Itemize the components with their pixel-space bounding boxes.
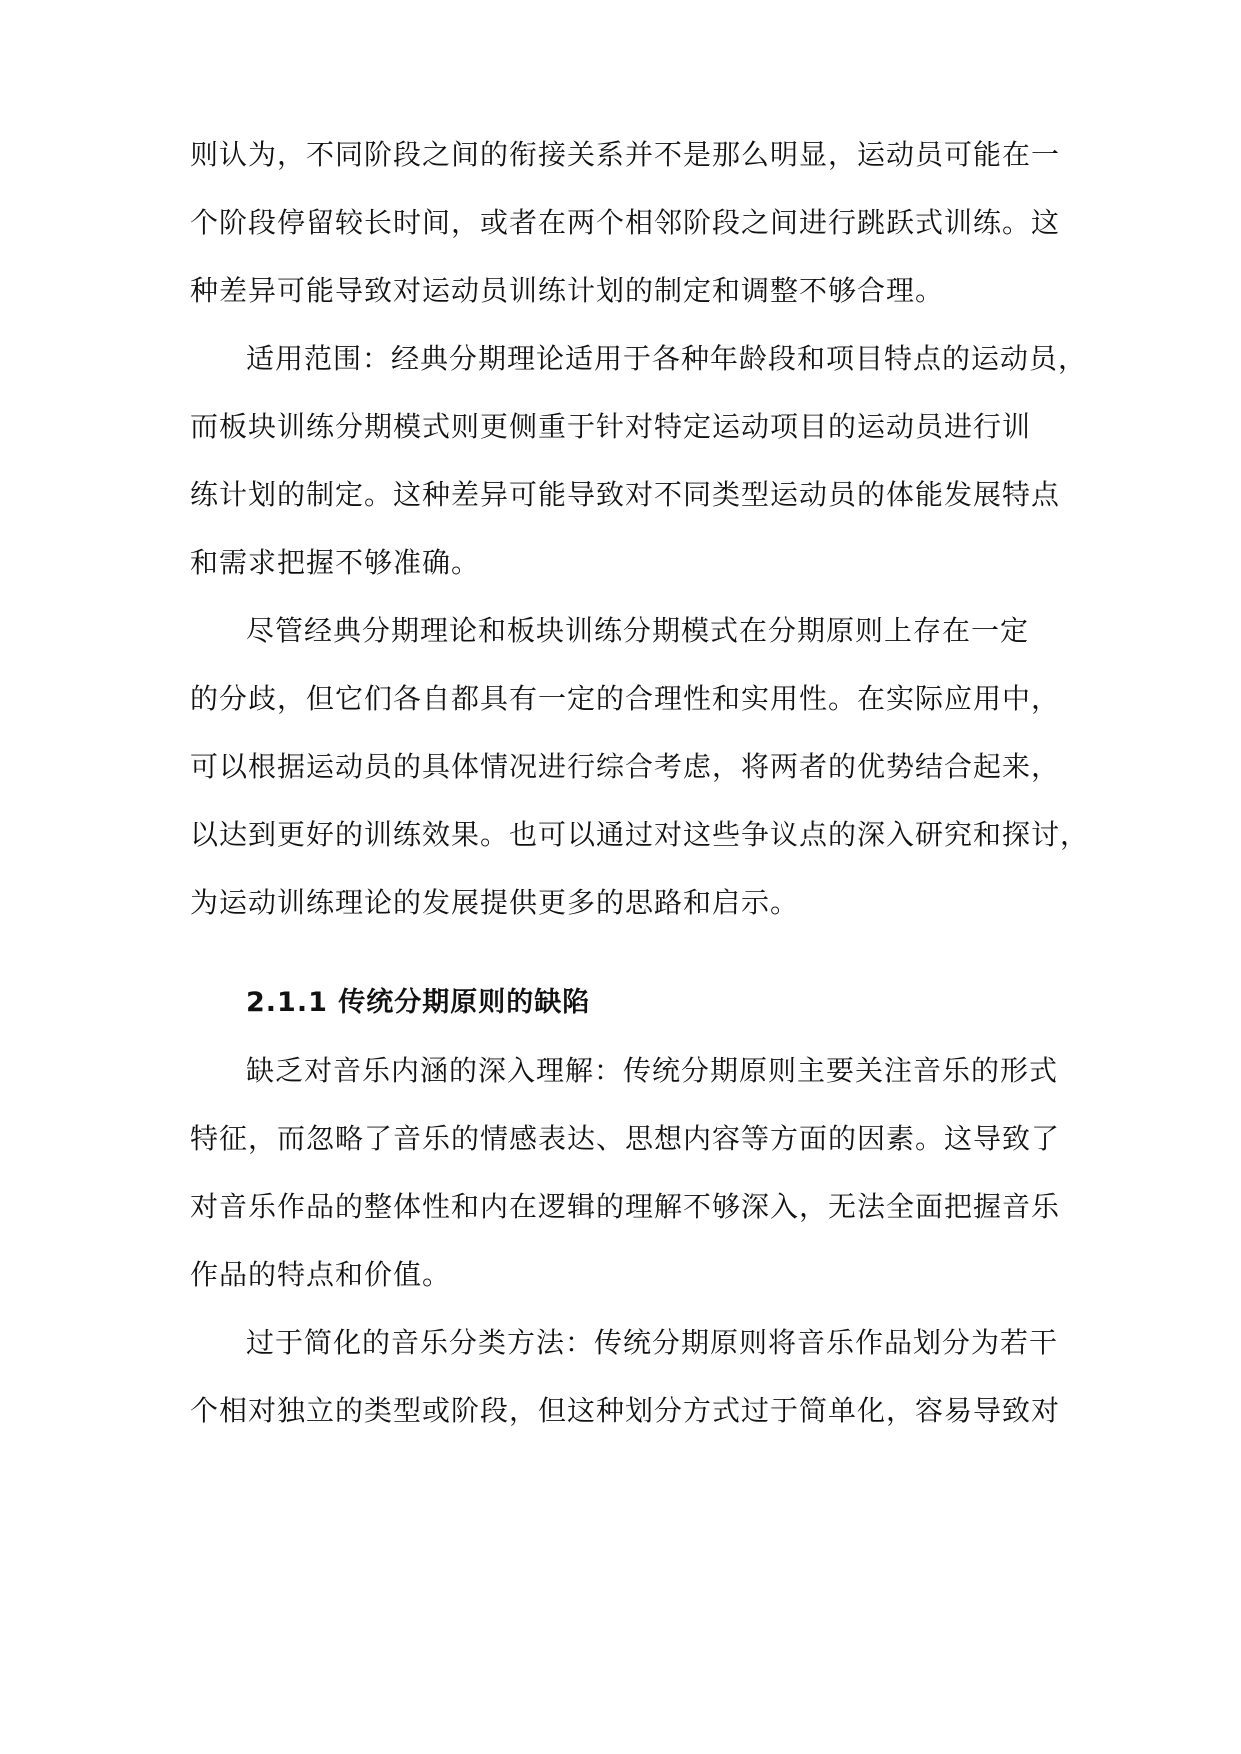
paragraph-line: 过于简化的音乐分类方法：传统分期原则将音乐作品划分为若干 (246, 1326, 1059, 1359)
paragraph-line: 而板块训练分期模式则更侧重于针对特定运动项目的运动员进行训 (190, 410, 1032, 443)
paragraph-line: 为运动训练理论的发展提供更多的思路和启示。 (190, 886, 800, 919)
paragraph-line: 种差异可能导致对运动员训练计划的制定和调整不够合理。 (190, 274, 945, 307)
paragraph-line: 以达到更好的训练效果。也可以通过对这些争议点的深入研究和探讨， (190, 818, 1090, 851)
paragraph-line: 缺乏对音乐内涵的深入理解：传统分期原则主要关注音乐的形式 (246, 1054, 1059, 1087)
paragraph-line: 个阶段停留较长时间，或者在两个相邻阶段之间进行跳跃式训练。这 (190, 206, 1061, 239)
paragraph-line: 特征，而忽略了音乐的情感表达、思想内容等方面的因素。这导致了 (190, 1122, 1061, 1155)
paragraph-line: 的分歧，但它们各自都具有一定的合理性和实用性。在实际应用中， (190, 682, 1061, 715)
paragraph-line: 作品的特点和价值。 (190, 1258, 452, 1291)
paragraph-line: 尽管经典分期理论和板块训练分期模式在分期原则上存在一定 (246, 614, 1030, 647)
paragraph-line: 练计划的制定。这种差异可能导致对不同类型运动员的体能发展特点 (190, 478, 1061, 511)
paragraph-line: 对音乐作品的整体性和内在逻辑的理解不够深入，无法全面把握音乐 (190, 1190, 1061, 1223)
paragraph-line: 适用范围：经典分期理论适用于各种年龄段和项目特点的运动员， (246, 342, 1088, 375)
paragraph-line: 可以根据运动员的具体情况进行综合考虑，将两者的优势结合起来， (190, 750, 1061, 783)
paragraph-line: 则认为，不同阶段之间的衔接关系并不是那么明显，运动员可能在一 (190, 138, 1061, 171)
section-heading: 2.1.1 传统分期原则的缺陷 (246, 987, 591, 1018)
paragraph-line: 和需求把握不够准确。 (190, 546, 481, 579)
paragraph-line: 个相对独立的类型或阶段，但这种划分方式过于简单化，容易导致对 (190, 1394, 1061, 1427)
